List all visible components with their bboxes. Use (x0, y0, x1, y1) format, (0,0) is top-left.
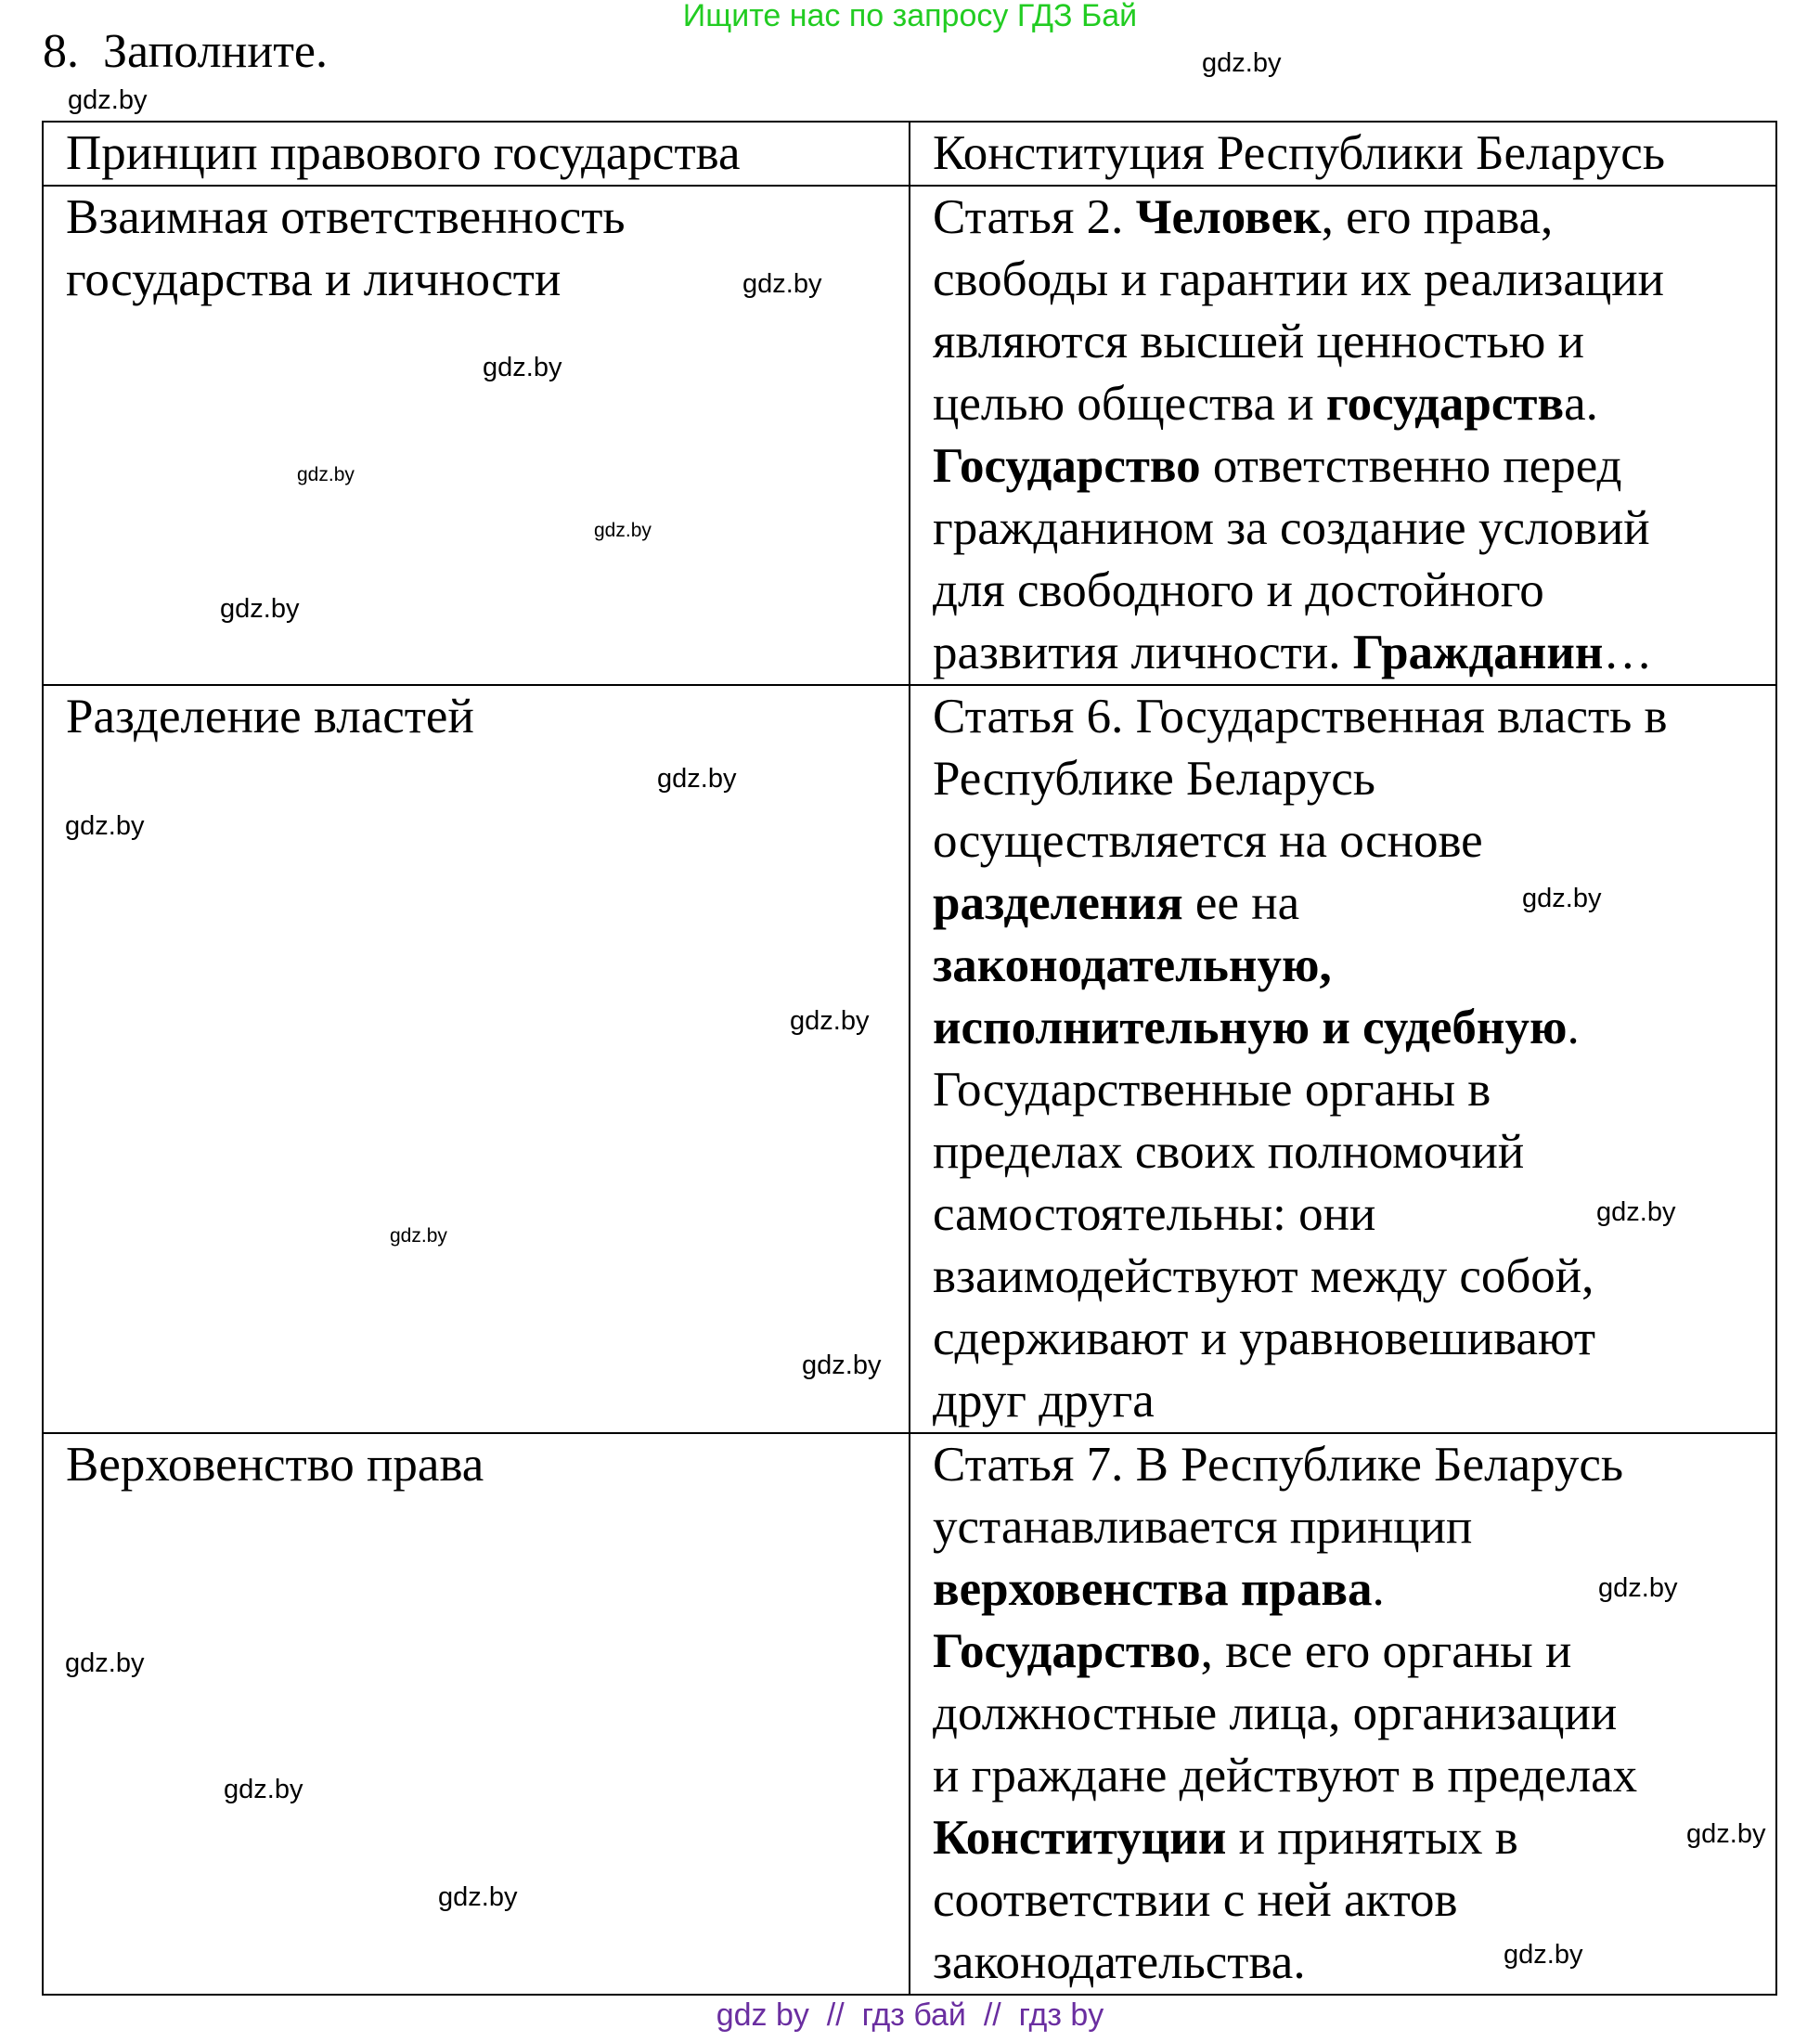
article-text-line (933, 1869, 1768, 1932)
bold-text: разделения (933, 876, 1183, 930)
watermark: gdz.by (224, 1775, 303, 1804)
article-text-line (933, 1370, 1768, 1432)
text: сдерживают и уравновешивают (933, 1312, 1595, 1365)
bold-text: исполнительную и судебную (933, 1001, 1568, 1054)
article-text-line (933, 1434, 1768, 1496)
article-text-line (933, 1496, 1768, 1558)
article-cell (910, 186, 1776, 685)
article-text-line (933, 560, 1768, 622)
bold-text: Гражданин (1352, 626, 1604, 679)
article-text-line (933, 1683, 1768, 1745)
table-row (43, 186, 1776, 685)
watermark: gdz.by (1598, 1573, 1678, 1603)
bold-text: государств (1325, 377, 1565, 431)
header-constitution: Конституция Республики Беларусь (910, 122, 1776, 186)
watermark: gdz.by (390, 1225, 447, 1247)
text: для свободного и достойного (933, 563, 1544, 617)
table-row (43, 1433, 1776, 1995)
watermark: gdz.by (1504, 1940, 1583, 1970)
article-text-line (933, 311, 1768, 373)
article-text-line (933, 373, 1768, 435)
text: соответствии с ней актов (933, 1873, 1458, 1927)
watermark: gdz.by (1686, 1819, 1766, 1849)
watermark: gdz.by (1596, 1197, 1676, 1227)
principles-table (42, 121, 1777, 1996)
watermark: gdz.by (1202, 48, 1282, 78)
article-text-line (933, 748, 1768, 810)
text: а. (1564, 377, 1598, 431)
article-text-line (933, 810, 1768, 872)
bold-text: верховенства права (933, 1562, 1373, 1616)
text: государства и личности (66, 252, 561, 306)
text: законодательства. (933, 1935, 1306, 1989)
article-cell (910, 1433, 1776, 1995)
watermark: gdz.by (802, 1351, 882, 1380)
article-text-line (933, 249, 1768, 311)
article-text-line (933, 1059, 1768, 1121)
watermark: gdz.by (438, 1882, 518, 1912)
watermark: gdz.by (65, 1648, 145, 1678)
principle-text-line (66, 1434, 901, 1496)
text: … (1603, 626, 1653, 679)
bold-text: законодательную, (933, 938, 1332, 992)
table-row (43, 685, 1776, 1433)
principle-cell (43, 685, 910, 1433)
footer-links: gdz by // гдз бай // гдз by (716, 1997, 1104, 2033)
text: Статья 7. В Республике Беларусь (933, 1438, 1624, 1492)
watermark: gdz.by (1522, 884, 1602, 913)
article-text-line (933, 1807, 1768, 1869)
text: являются высшей ценностью и (933, 315, 1584, 368)
article-text-line (933, 872, 1768, 935)
watermark: gdz.by (65, 811, 145, 841)
article-text-line (933, 1932, 1768, 1994)
article-text-line (933, 1308, 1768, 1370)
article-text-line (933, 187, 1768, 249)
article-text-line (933, 1246, 1768, 1308)
article-text-line (933, 498, 1768, 560)
text: ответственно перед (1200, 439, 1622, 493)
principle-cell (43, 186, 910, 685)
text: должностные лица, организации (933, 1687, 1618, 1740)
text: Статья 6. Государственная власть в (933, 690, 1668, 743)
text: друг друга (933, 1374, 1155, 1428)
article-text-line (933, 435, 1768, 498)
text: , его права, (1321, 190, 1554, 244)
text: и граждане действуют в пределах (933, 1749, 1638, 1803)
text: Статья 2. (933, 190, 1136, 244)
text: Взаимная ответственность (66, 190, 626, 244)
article-text-line (933, 1621, 1768, 1683)
text: и принятых в (1226, 1811, 1518, 1865)
watermark: gdz.by (657, 764, 737, 794)
text: целью общества и (933, 377, 1326, 431)
watermark: gdz.by (483, 353, 562, 382)
text: свободы и гарантии их реализации (933, 252, 1664, 306)
watermark: gdz.by (790, 1006, 870, 1036)
watermark: gdz.by (594, 520, 652, 541)
text: развития личности. (933, 626, 1353, 679)
article-text-line (933, 1121, 1768, 1183)
watermark: gdz.by (68, 85, 148, 115)
article-cell (910, 685, 1776, 1433)
principle-text-line (66, 187, 901, 249)
text: Государственные органы в (933, 1063, 1491, 1117)
text: пределах своих полномочий (933, 1125, 1525, 1179)
bold-text: Государство (933, 439, 1201, 493)
search-banner: Ищите нас по запросу ГДЗ Бай (682, 0, 1138, 33)
article-text-line (933, 935, 1768, 997)
text: . (1567, 1001, 1580, 1054)
header-principle: Принцип правового государства (43, 122, 910, 186)
text: , все его органы и (1200, 1624, 1572, 1678)
text: устанавливается принцип (933, 1500, 1473, 1554)
principle-text-line (66, 686, 901, 748)
table-header-row (43, 122, 1776, 186)
article-text-line (933, 686, 1768, 748)
watermark: gdz.by (297, 464, 355, 485)
watermark: gdz.by (220, 594, 300, 624)
bold-text: Человек (1135, 190, 1322, 244)
task-title: 8. Заполните. (43, 25, 328, 78)
bold-text: Государство (933, 1624, 1201, 1678)
watermark: gdz.by (742, 269, 822, 299)
article-text-line (933, 1745, 1768, 1807)
article-text-line (933, 997, 1768, 1059)
text: осуществляется на основе (933, 814, 1483, 868)
text: ее на (1182, 876, 1300, 930)
text: взаимодействуют между собой, (933, 1249, 1594, 1303)
text: Разделение властей (66, 690, 474, 743)
text: Верховенство права (66, 1438, 484, 1492)
article-text-line (933, 622, 1768, 684)
text: гражданином за создание условий (933, 501, 1650, 555)
text: . (1372, 1562, 1385, 1616)
bold-text: Конституции (933, 1811, 1227, 1865)
text: самостоятельны: они (933, 1187, 1376, 1241)
text: Республике Беларусь (933, 752, 1375, 806)
